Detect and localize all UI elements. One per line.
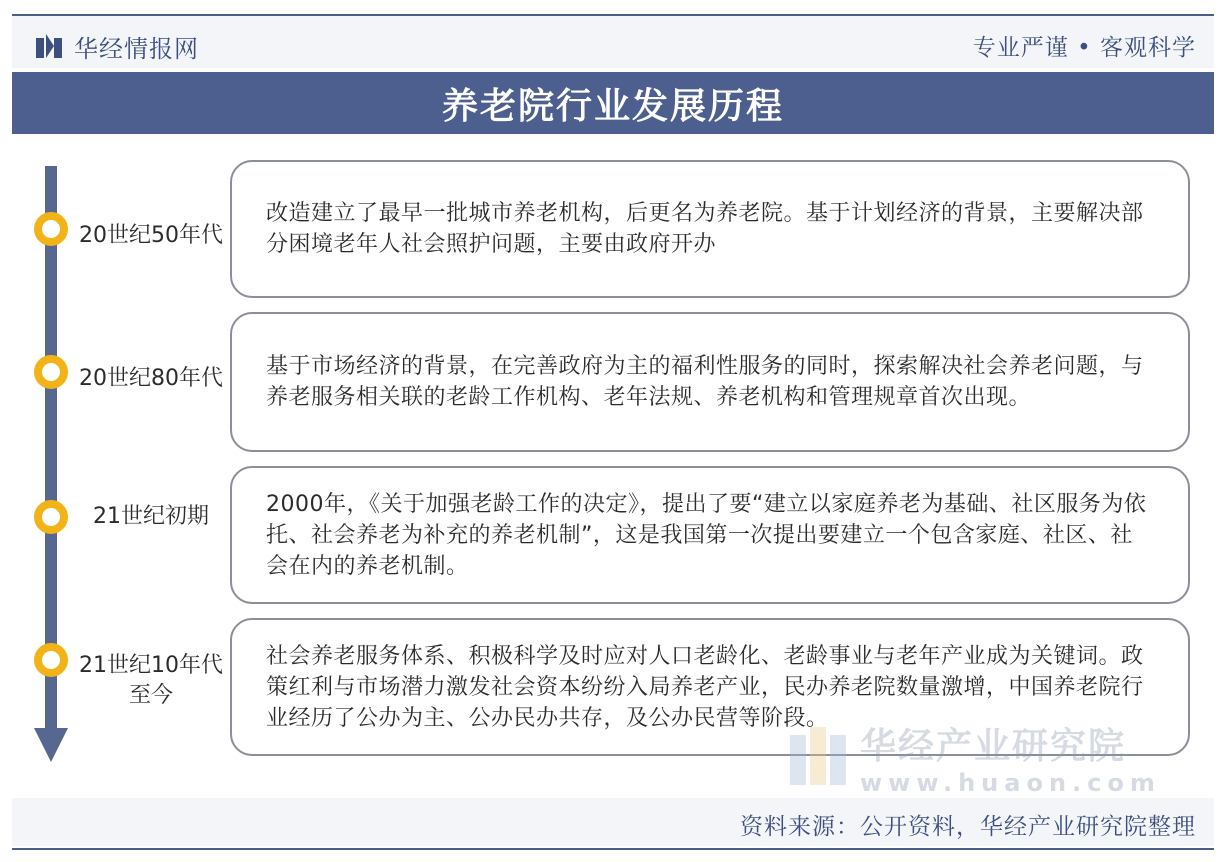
watermark: [790, 718, 1161, 797]
timeline-era-3: 21世纪初期: [93, 504, 209, 529]
timeline-node-4: [34, 643, 68, 677]
timeline-node-1: [34, 212, 68, 246]
timeline-text-4: 社会养老服务体系、积极科学及时应对人口老龄化、老龄事业与老年产业成为关键词。政策红利与市场潜力激发社会资本纷纷入局养老产业，民办养老院数量激增，中国养老院行业经历了公办为主、公办民办共存，及公办民营等阶段。: [266, 643, 1144, 731]
timeline-text-1: 改造建立了最早一批城市养老机构，后更名为养老院。基于计划经济的背景，主要解决部分困境老年人社会照护问题，主要由政府开办: [266, 201, 1144, 257]
timeline-node-2: [34, 355, 68, 389]
watermark-url: www.huaon.com: [860, 769, 1161, 797]
header-bar: [12, 16, 1214, 68]
watermark-name: 华经产业研究院: [860, 726, 1127, 767]
timeline-era-1: 20世纪50年代: [79, 223, 223, 248]
source-note: 资料来源：公开资料，华经产业研究院整理: [740, 814, 1196, 840]
logo-text: 华经情报网: [74, 35, 199, 63]
logo: [36, 29, 199, 64]
timeline-card-2: [230, 312, 1190, 452]
footer-bar: [12, 798, 1214, 846]
timeline-node-3: [34, 500, 68, 534]
timeline-card-1: [230, 160, 1190, 298]
timeline-era-2: 20世纪80年代: [79, 366, 223, 391]
watermark-logo-icon: [790, 727, 846, 789]
title-band: [12, 72, 1214, 134]
timeline-card-3: [230, 466, 1190, 604]
timeline-text-2: 基于市场经济的背景，在完善政府为主的福利性服务的同时，探索解决社会养老问题，与养老服务相关联的老龄工作机构、老年法规、养老机构和管理规章首次出现。: [266, 354, 1144, 410]
logo-icon: [36, 34, 64, 60]
bottom-border-line: [12, 848, 1214, 850]
slogan: 专业严谨 • 客观科学: [972, 35, 1196, 61]
timeline-era-4: 21世纪10年代至今: [79, 653, 223, 708]
page-title: 养老院行业发展历程: [441, 84, 784, 127]
timeline-arrow-icon: [34, 728, 68, 762]
timeline-text-3: 2000年，《关于加强老龄工作的决定》，提出了要“建立以家庭养老为基础、社区服务为依托、社会养老为补充的养老机制”，这是我国第一次提出要建立一个包含家庭、社区、社会在内的养老机制。: [266, 491, 1147, 579]
